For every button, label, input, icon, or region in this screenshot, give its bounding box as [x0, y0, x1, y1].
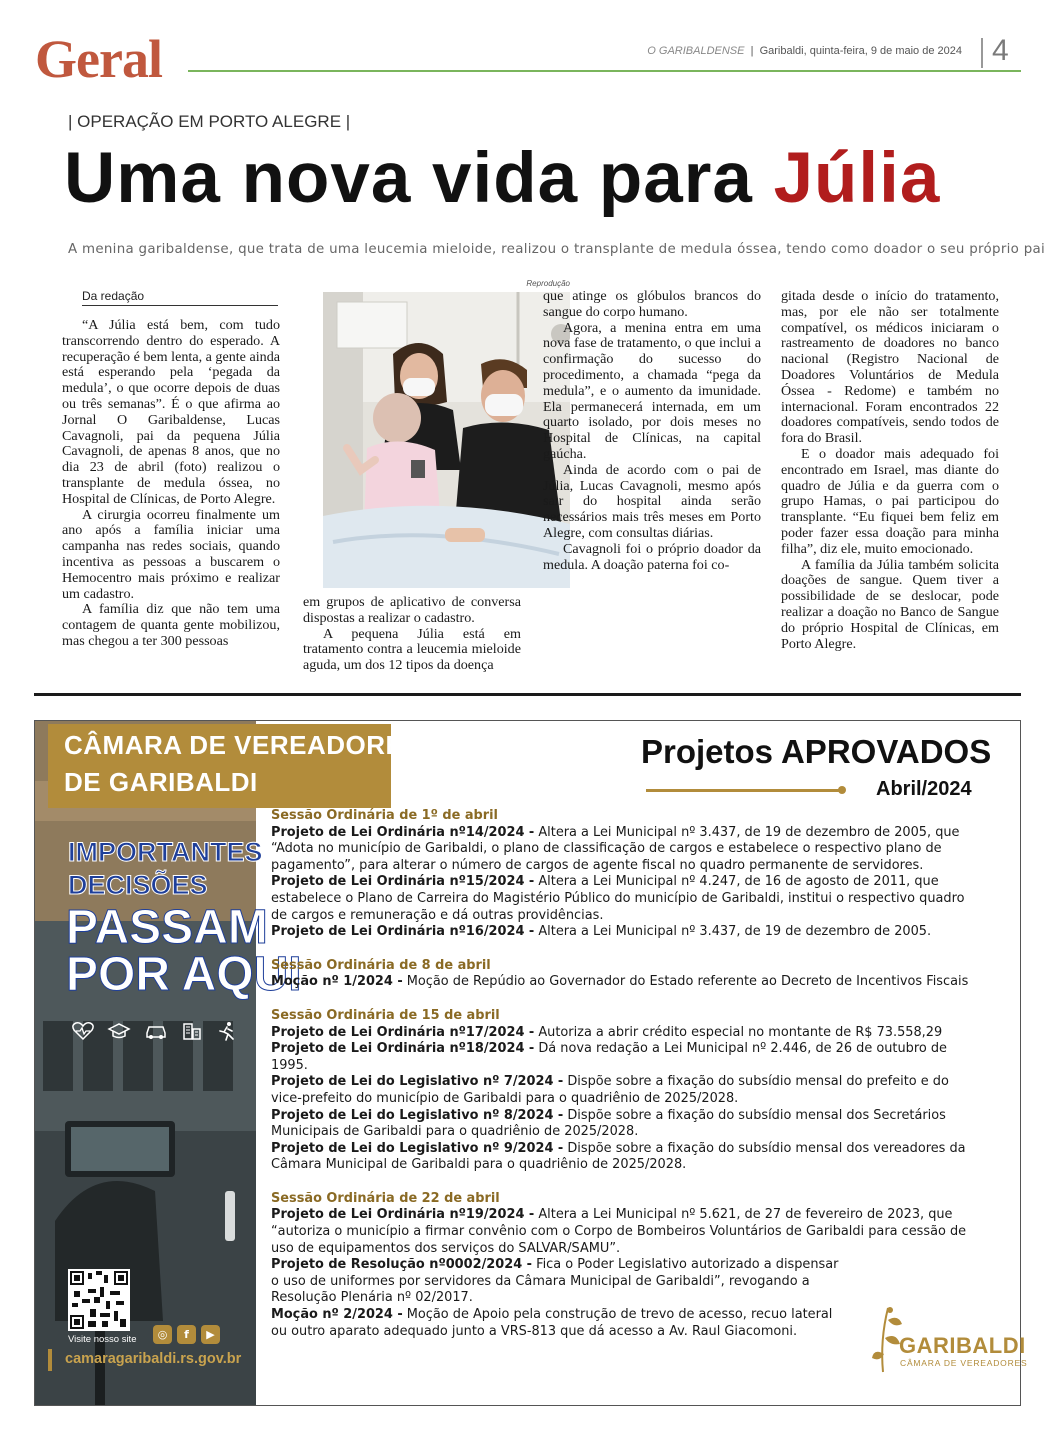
paragraph-text: “A Júlia está bem, com tudo transcorrendo dentro do esperado. A recuperação é bem lenta, a gente ainda está esperando pela ‘pegada da medula’, o que ocorre depois de duas ou três semanas”. É o que afirma ao Jornal O Garibaldense, Lucas Cavagnoli, pai da pequena Júlia Cavagnoli, de apenas 8 anos, que no dia 23 de abril (foto) realizou o transplante de medula óssea, no Hospital de Clínicas, de Porto Alegre.: [62, 317, 280, 507]
paragraph: [781, 558, 999, 653]
ad-slogan-line-4: POR AQUI: [66, 948, 302, 1001]
paragraph-text: Cavagnoli foi o próprio doador da medula. A doação paterna foi co-: [543, 540, 761, 573]
camara-logo-subtitle: CÂMARA DE VEREADORES: [900, 1358, 1028, 1368]
youtube-icon[interactable]: ▶: [201, 1325, 220, 1344]
ad-icon-row: [72, 1019, 238, 1043]
paragraph: [303, 627, 521, 674]
entry-label: Projeto de Lei do Legislativo nº 9/2024 -: [271, 1140, 564, 1156]
paragraph: [303, 595, 521, 627]
article-column-3: [543, 289, 761, 573]
paragraph-text: que atinge os glóbulos brancos do sangue do corpo humano.: [543, 288, 761, 320]
session-title: Sessão Ordinária de 8 de abril: [271, 957, 491, 973]
entry-label: Moção nº 2/2024 -: [271, 1307, 403, 1323]
session-entry: [271, 825, 983, 875]
entry-text: Altera a Lei Municipal nº 3.437, de 19 de dezembro de 2005, que “Adota no município de Garibaldi, o plano de classificação de cargos e estabelece o respectivo plano de pagamento”, para alterar o número de cargos de agente fiscal no quadro permanente de servidores.: [271, 824, 960, 873]
session-block: [271, 958, 983, 991]
session-entry: [271, 1074, 983, 1107]
social-icons: [153, 1325, 220, 1344]
entry-text: Fica o Poder Legislativo autorizado a dispensar o uso de uniformes por servidores da Câmara Municipal de Garibaldi”, revogando a Resolução Plenária nº 02/2017.: [271, 1257, 839, 1306]
session-entry: [271, 924, 983, 941]
paragraph-text: Ainda de acordo com o pai de Júlia, Lucas Cavagnoli, mesmo após sair do hospital ainda serão necessários mais três meses em Porto Alegre, com consultas diárias.: [543, 461, 761, 541]
paragraph-text: E o doador mais adequado foi encontrado em Israel, mas diante do quadro de Júlia e da guerra com o grupo Hamas, o pai participou do transplante. “Eu fiquei bem feliz em poder fazer essa doação para minha filha”, diz ele, muito emocionado.: [781, 445, 999, 557]
heart-pulse-icon: [72, 1021, 94, 1041]
entry-label: Projeto de Lei Ordinária nº18/2024 -: [271, 1041, 535, 1057]
paragraph-text: Agora, a menina entra em uma nova fase de tratamento, o que inclui a confirmação do sucesso do procedimento, a chamada “pega da medula”, e o aumento da imunidade. Ela permanecerá internada, em um quarto isolado, por dois meses no Hospital de Clínicas, na capital gaúcha.: [543, 319, 761, 462]
masthead: [647, 45, 962, 57]
session-entry: [271, 1041, 983, 1074]
entry-text: Moção de Repúdio ao Governador do Estado referente ao Decreto de Incentivos Fiscais: [402, 974, 969, 990]
session-entry: [271, 1141, 983, 1174]
paragraph: [781, 289, 999, 447]
session-block: [271, 1008, 983, 1174]
article-column-2: [303, 595, 521, 674]
entry-label: Moção nº 1/2024 -: [271, 974, 403, 990]
session-entry: [271, 874, 983, 924]
ad-banner-line-1: CÂMARA DE VEREADORES: [64, 730, 422, 760]
article-column-4: [781, 289, 999, 652]
paragraph: [62, 508, 280, 603]
graduation-cap-icon: [107, 1021, 131, 1041]
car-icon: [144, 1021, 168, 1041]
session-title: Sessão Ordinária de 1º de abril: [271, 808, 498, 823]
entry-label: Projeto de Lei Ordinária nº14/2024 -: [271, 824, 535, 840]
byline: Da redação: [82, 289, 145, 303]
article-column-1: [62, 318, 280, 650]
facebook-icon[interactable]: f: [177, 1325, 196, 1344]
session-entry: [271, 974, 983, 991]
paragraph: [62, 318, 280, 508]
projects-title: Projetos APROVADOS: [641, 733, 992, 770]
masthead-separator: |: [750, 45, 754, 57]
session-entry: [271, 1207, 983, 1257]
session-entry: [271, 1025, 983, 1042]
newspaper-name: O GARIBALDENSE: [647, 45, 745, 57]
entry-text: Dá nova redação a Lei Municipal nº 2.446, de 26 de outubro de 1995.: [271, 1041, 947, 1073]
entry-text: Autoriza a abrir crédito especial no montante de R$ 73.558,29: [534, 1024, 943, 1040]
entry-label: Projeto de Lei do Legislativo nº 8/2024 -: [271, 1107, 564, 1123]
entry-text: Dispõe sobre a fixação do subsídio mensal do prefeito e do vice-prefeito do município de Garibaldi para o quadriênio de 2025/2028.: [271, 1074, 949, 1106]
paragraph-text: A pequena Júlia está em tratamento contra a leucemia mieloide aguda, um dos 12 tipos da doença: [303, 625, 521, 674]
hospital-photo-illustration: [323, 292, 570, 588]
page-number-divider: [981, 38, 983, 68]
runner-icon: [216, 1021, 238, 1041]
entry-label: Projeto de Lei do Legislativo nº 7/2024 -: [271, 1074, 564, 1090]
entry-text: Altera a Lei Municipal nº 4.247, de 16 de agosto de 2011, que estabelece o Plano de Carreira do Magistério Público do município de Garibaldi, institui o respectivo quadro de cargos e remuneração e dá outras providências.: [271, 874, 965, 923]
ad-slogan-line-2: DECISÕES: [68, 870, 208, 900]
paragraph-text: A família diz que não tem uma contagem de quanta gente mobilizou, mas chegou a ter 300 pessoas: [62, 601, 280, 649]
session-block: [271, 808, 983, 941]
dateline: Garibaldi, quinta-feira, 9 de maio de 2024: [759, 45, 962, 57]
paragraph: [62, 602, 280, 649]
paragraph: [543, 463, 761, 542]
entry-text: Dispõe sobre a fixação do subsídio mensal dos vereadores da Câmara Municipal de Garibaldi para o quadriênio de 2025/2028.: [271, 1140, 966, 1173]
instagram-icon[interactable]: ◎: [153, 1325, 172, 1344]
website-link[interactable]: camaragaribaldi.rs.gov.br: [65, 1351, 242, 1367]
entry-text: Altera a Lei Municipal nº 3.437, de 19 de dezembro de 2005.: [534, 924, 932, 940]
ad-banner-line-2: DE GARIBALDI: [64, 767, 258, 797]
article-headline: [64, 138, 940, 219]
paragraph: [543, 321, 761, 463]
entry-label: Projeto de Resolução nº0002/2024 -: [271, 1257, 533, 1273]
entry-text: Moção de Apoio pela construção de trevo de acesso, recuo lateral ou outro aparato adequado junto a VRS-813 que dá acesso a Av. Raul Giacomoni.: [271, 1307, 833, 1339]
projects-month: Abril/2024: [876, 778, 972, 800]
page-number: 4: [992, 34, 1009, 67]
paragraph-text: A família da Júlia também solicita doações de sangue. Quem tiver a possibilidade de se deslocar, pode realizar a doação no Banco de Sangue do próprio Hospital de Clínicas, em Porto Alegre.: [781, 556, 999, 652]
byline-rule: [82, 305, 278, 306]
paragraph-text: em grupos de aplicativo de conversa dispostas a realizar o cadastro.: [303, 594, 521, 626]
section-title: Geral: [35, 29, 162, 89]
entry-label: Projeto de Lei Ordinária nº15/2024 -: [271, 874, 535, 890]
headline-text: Uma nova vida para: [64, 139, 774, 218]
projects-title-rule-dot: [838, 786, 846, 794]
photo-credit: Reprodução: [526, 279, 570, 288]
paragraph: [781, 447, 999, 558]
camara-logo-name: GARIBALDI: [899, 1333, 1026, 1358]
qr-code[interactable]: [68, 1269, 130, 1331]
projects-title-rule: [646, 789, 842, 792]
header-rule: [188, 70, 1021, 72]
sessions-list: [271, 808, 983, 1357]
entry-label: Projeto de Lei Ordinária nº17/2024 -: [271, 1024, 535, 1040]
url-accent-bar: [48, 1349, 52, 1371]
visit-site-label: Visite nosso site: [68, 1334, 137, 1345]
paragraph: [543, 289, 761, 321]
entry-text: Dispõe sobre a fixação do subsídio mensal dos Secretários Municipais de Garibaldi para o quadriênio de 2025/2028.: [271, 1107, 946, 1140]
session-entry: [271, 1108, 983, 1141]
article-photo: [323, 292, 570, 588]
article-standfirst: A menina garibaldense, que trata de uma leucemia mieloide, realizou o transplante de medula óssea, tendo como doador o seu próprio pai: [68, 242, 1046, 257]
qr-code-icon: [70, 1271, 128, 1329]
session-title: Sessão Ordinária de 15 de abril: [271, 1007, 500, 1023]
headline-highlight: Júlia: [773, 139, 941, 218]
session-title: Sessão Ordinária de 22 de abril: [271, 1190, 500, 1206]
entry-label: Projeto de Lei Ordinária nº19/2024 -: [271, 1207, 535, 1223]
buildings-icon: [181, 1021, 203, 1041]
paragraph-text: A cirurgia ocorreu finalmente um ano após a família iniciar uma campanha nas redes sociais, quando incentiva as pessoas a buscarem o Hemocentro mais próximo e realizar um cadastro.: [62, 506, 280, 602]
article-divider: [34, 693, 1021, 696]
paragraph-text: gitada desde o início do tratamento, mas, por ele não ser totalmente compatível, os médicos iniciaram o rastreamento de doadores no banco nacional (Registro Nacional de Doadores Voluntários de Medula Óssea - Redome) e também no internacional. Foram encontrados 22 doadores compatíveis, sendo todos de fora do Brasil.: [781, 288, 999, 447]
ad-slogan-line-3: PASSAM: [66, 901, 268, 954]
ad-slogan-line-1: IMPORTANTES: [68, 837, 263, 867]
entry-label: Projeto de Lei Ordinária nº16/2024 -: [271, 924, 535, 940]
paragraph: [543, 542, 761, 574]
article-kicker: | OPERAÇÃO EM PORTO ALEGRE |: [68, 112, 351, 131]
entry-text: Altera a Lei Municipal nº 5.621, de 27 de fevereiro de 2023, que “autoriza o município a firmar convênio com o Corpo de Bombeiros Voluntários de Garibaldi para cessão de uso de equipamentos dos serviços do SALVAR/SAMU”.: [271, 1207, 967, 1256]
